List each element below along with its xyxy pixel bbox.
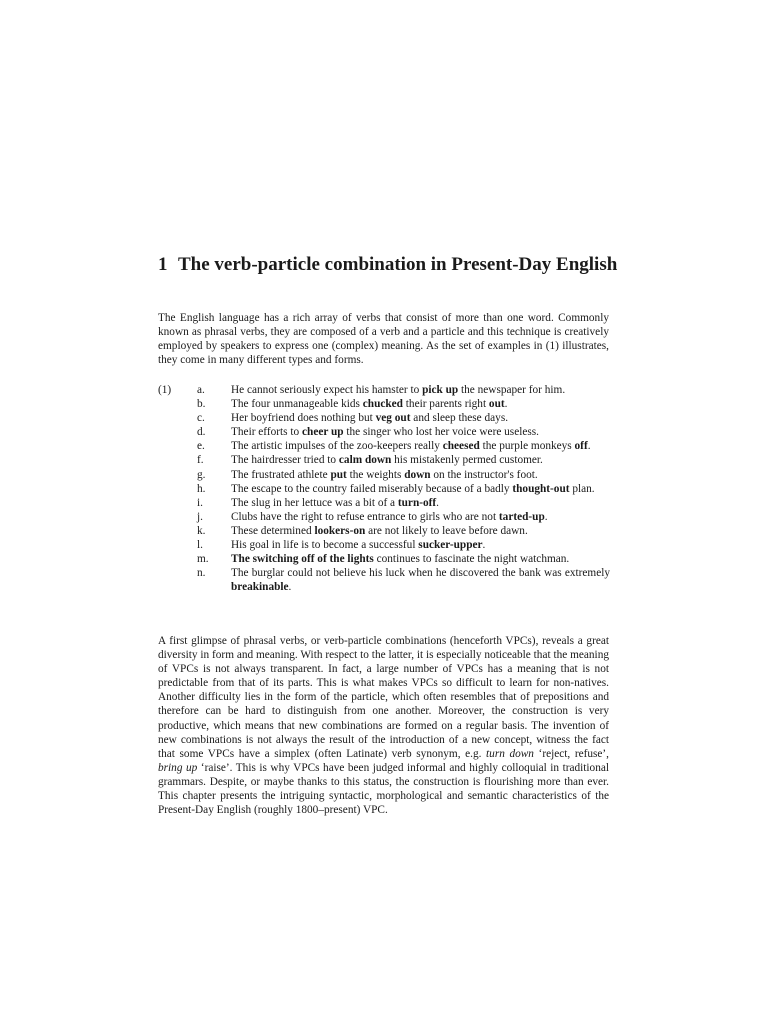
example-item bbox=[158, 552, 610, 566]
text-run: The frustrated athlete bbox=[231, 468, 331, 481]
example-sentence bbox=[231, 383, 610, 397]
example-sentence bbox=[231, 566, 610, 594]
text-run: continues to fascinate the night watchman. bbox=[373, 553, 570, 566]
text-run: Her boyfriend does nothing but bbox=[231, 412, 376, 425]
example-letter: h. bbox=[197, 482, 206, 495]
text-run: . bbox=[587, 440, 591, 453]
italic-term: bring up bbox=[158, 761, 198, 774]
phrasal-verb-highlight: cheer up bbox=[302, 426, 344, 439]
example-item bbox=[158, 439, 610, 453]
example-letter: k. bbox=[197, 524, 206, 537]
phrasal-verb-highlight: out bbox=[488, 398, 505, 411]
example-item bbox=[158, 524, 610, 538]
example-letter: e. bbox=[197, 440, 205, 453]
phrasal-verb-highlight: thought-out bbox=[512, 482, 570, 495]
example-item bbox=[158, 482, 610, 496]
phrasal-verb-highlight: veg out bbox=[375, 412, 411, 425]
phrasal-verb-highlight: pick up bbox=[422, 384, 459, 396]
example-letter: i. bbox=[197, 496, 203, 509]
text-run: . bbox=[288, 581, 292, 594]
text-run: his mistakenly permed customer. bbox=[391, 454, 543, 467]
example-letter: f. bbox=[197, 454, 204, 467]
text-run: ‘raise’. This is why VPCs have been judged informal and highly colloquial in traditional grammars. Despite, or maybe thanks to this status, the construction is flourishing more than ever. This chapter presents the intriguing syntactic, morphological and semantic characteristics of the Present-Day English (roughly 1800–present) VPC. bbox=[158, 761, 609, 817]
text-run: The slug in her lettuce was a bit of a bbox=[231, 496, 398, 509]
text-run: the singer who lost her voice were useless. bbox=[343, 426, 539, 439]
example-letter: n. bbox=[197, 567, 206, 580]
example-item bbox=[158, 397, 610, 411]
text-run: the weights bbox=[346, 468, 405, 481]
text-run: The artistic impulses of the zoo-keepers really bbox=[231, 440, 443, 453]
text-run: are not likely to leave before dawn. bbox=[365, 524, 528, 537]
example-sentence bbox=[231, 482, 610, 496]
italic-term: turn down bbox=[486, 747, 534, 760]
example-item bbox=[158, 510, 610, 524]
phrasal-verb-highlight: calm down bbox=[338, 454, 392, 467]
text-run: . bbox=[504, 398, 508, 411]
phrasal-verb-highlight: put bbox=[330, 468, 347, 481]
example-letter: j. bbox=[197, 510, 203, 523]
text-run: and sleep these days. bbox=[410, 412, 509, 425]
text-run: the purple monkeys bbox=[479, 440, 575, 453]
example-sentence bbox=[231, 510, 610, 524]
example-sentence bbox=[231, 453, 610, 467]
text-run: The hairdresser tried to bbox=[231, 454, 339, 467]
example-sentence bbox=[231, 397, 610, 411]
example-item bbox=[158, 453, 610, 467]
text-run: the newspaper for him. bbox=[458, 384, 566, 396]
phrasal-verb-highlight: chucked bbox=[362, 398, 403, 411]
example-letter: a. bbox=[197, 384, 205, 396]
text-run: . bbox=[482, 539, 486, 552]
phrasal-verb-highlight: cheesed bbox=[442, 440, 480, 453]
example-item bbox=[158, 425, 610, 439]
example-sentence bbox=[231, 468, 610, 482]
example-item bbox=[158, 383, 610, 397]
example-item bbox=[158, 538, 610, 552]
example-sentence bbox=[231, 538, 610, 552]
text-run: These determined bbox=[231, 524, 315, 537]
phrasal-verb-highlight: tarted-up bbox=[498, 510, 545, 523]
text-run: . bbox=[436, 496, 439, 509]
text-run: Their efforts to bbox=[231, 426, 303, 439]
example-item bbox=[158, 496, 610, 510]
phrasal-verb-highlight: lookers-on bbox=[314, 524, 366, 537]
chapter-title: The verb-particle combination in Present-Day English bbox=[178, 254, 618, 275]
text-run: The burglar could not believe his luck when he discovered the bank was extremely bbox=[231, 567, 610, 580]
example-sentence bbox=[231, 425, 610, 439]
text-run: The four unmanageable kids bbox=[231, 398, 363, 411]
text-run: A first glimpse of phrasal verbs, or verb-particle combinations (henceforth VPCs), reveals a great diversity in form and meaning. With respect to the latter, it is especially noticeable that the meaning of VPCs is not always transparent. In fact, a large number of VPCs has a meaning that is not predictable from that of its parts. This is what makes VPCs so difficult to learn for non-natives. Another difficulty lies in the form of the particle, which often resembles that of prepositions and therefore can be hard to distinguish from one another. Moreover, the construction is very productive, which means that new combinations are formed on a regular basis. The invention of new combinations is not always the result of the introduction of a new concept, witness the fact that some VPCs have a simplex (often Latinate) verb synonym, e.g. bbox=[158, 635, 609, 760]
text-run: His goal in life is to become a successful bbox=[231, 539, 419, 552]
phrasal-verb-highlight: sucker-upper bbox=[418, 539, 483, 552]
example-letter: d. bbox=[197, 426, 206, 439]
text-run: plan. bbox=[569, 482, 595, 495]
example-sentence bbox=[231, 552, 610, 566]
example-item bbox=[158, 468, 610, 482]
text-run: on the instructor's foot. bbox=[430, 468, 538, 481]
phrasal-verb-highlight: down bbox=[404, 468, 431, 481]
phrasal-verb-highlight: turn-off bbox=[397, 496, 437, 509]
text-run: ‘reject, refuse’, bbox=[533, 747, 610, 760]
phrasal-verb-highlight: breakinable bbox=[231, 581, 289, 594]
phrasal-verb-highlight: off bbox=[574, 440, 588, 453]
text-run: . bbox=[544, 510, 548, 523]
chapter-heading bbox=[158, 253, 618, 277]
example-item bbox=[158, 411, 610, 425]
example-sentence bbox=[231, 439, 610, 453]
text-run: their parents right bbox=[402, 398, 489, 411]
phrasal-verb-highlight: The switching off of the lights bbox=[231, 553, 374, 566]
example-sentence bbox=[231, 411, 610, 425]
text-run: The escape to the country failed miserably because of a badly bbox=[231, 482, 513, 495]
text-run: Clubs have the right to refuse entrance to girls who are not bbox=[231, 510, 499, 523]
example-sentence bbox=[231, 496, 610, 510]
text-run: He cannot seriously expect his hamster to bbox=[231, 384, 423, 396]
example-letter: l. bbox=[197, 539, 203, 552]
example-letter: c. bbox=[197, 412, 205, 425]
example-letter: g. bbox=[197, 468, 206, 481]
intro-paragraph: The English language has a rich array of verbs that consist of more than one word. Commonly known as phrasal verbs, they are composed of a verb and a particle and this technique is creatively employed by speakers to express one (complex) meaning. As the set of examples in (1) illustrates, they come in many different types and forms. bbox=[158, 312, 609, 367]
body-paragraph bbox=[158, 634, 609, 817]
example-item bbox=[158, 566, 610, 594]
example-number: (1) bbox=[158, 384, 172, 396]
example-sentence bbox=[231, 524, 610, 538]
example-list bbox=[158, 383, 610, 594]
example-letter: b. bbox=[197, 398, 206, 411]
chapter-number: 1 bbox=[158, 254, 168, 275]
example-letter: m. bbox=[197, 553, 209, 566]
